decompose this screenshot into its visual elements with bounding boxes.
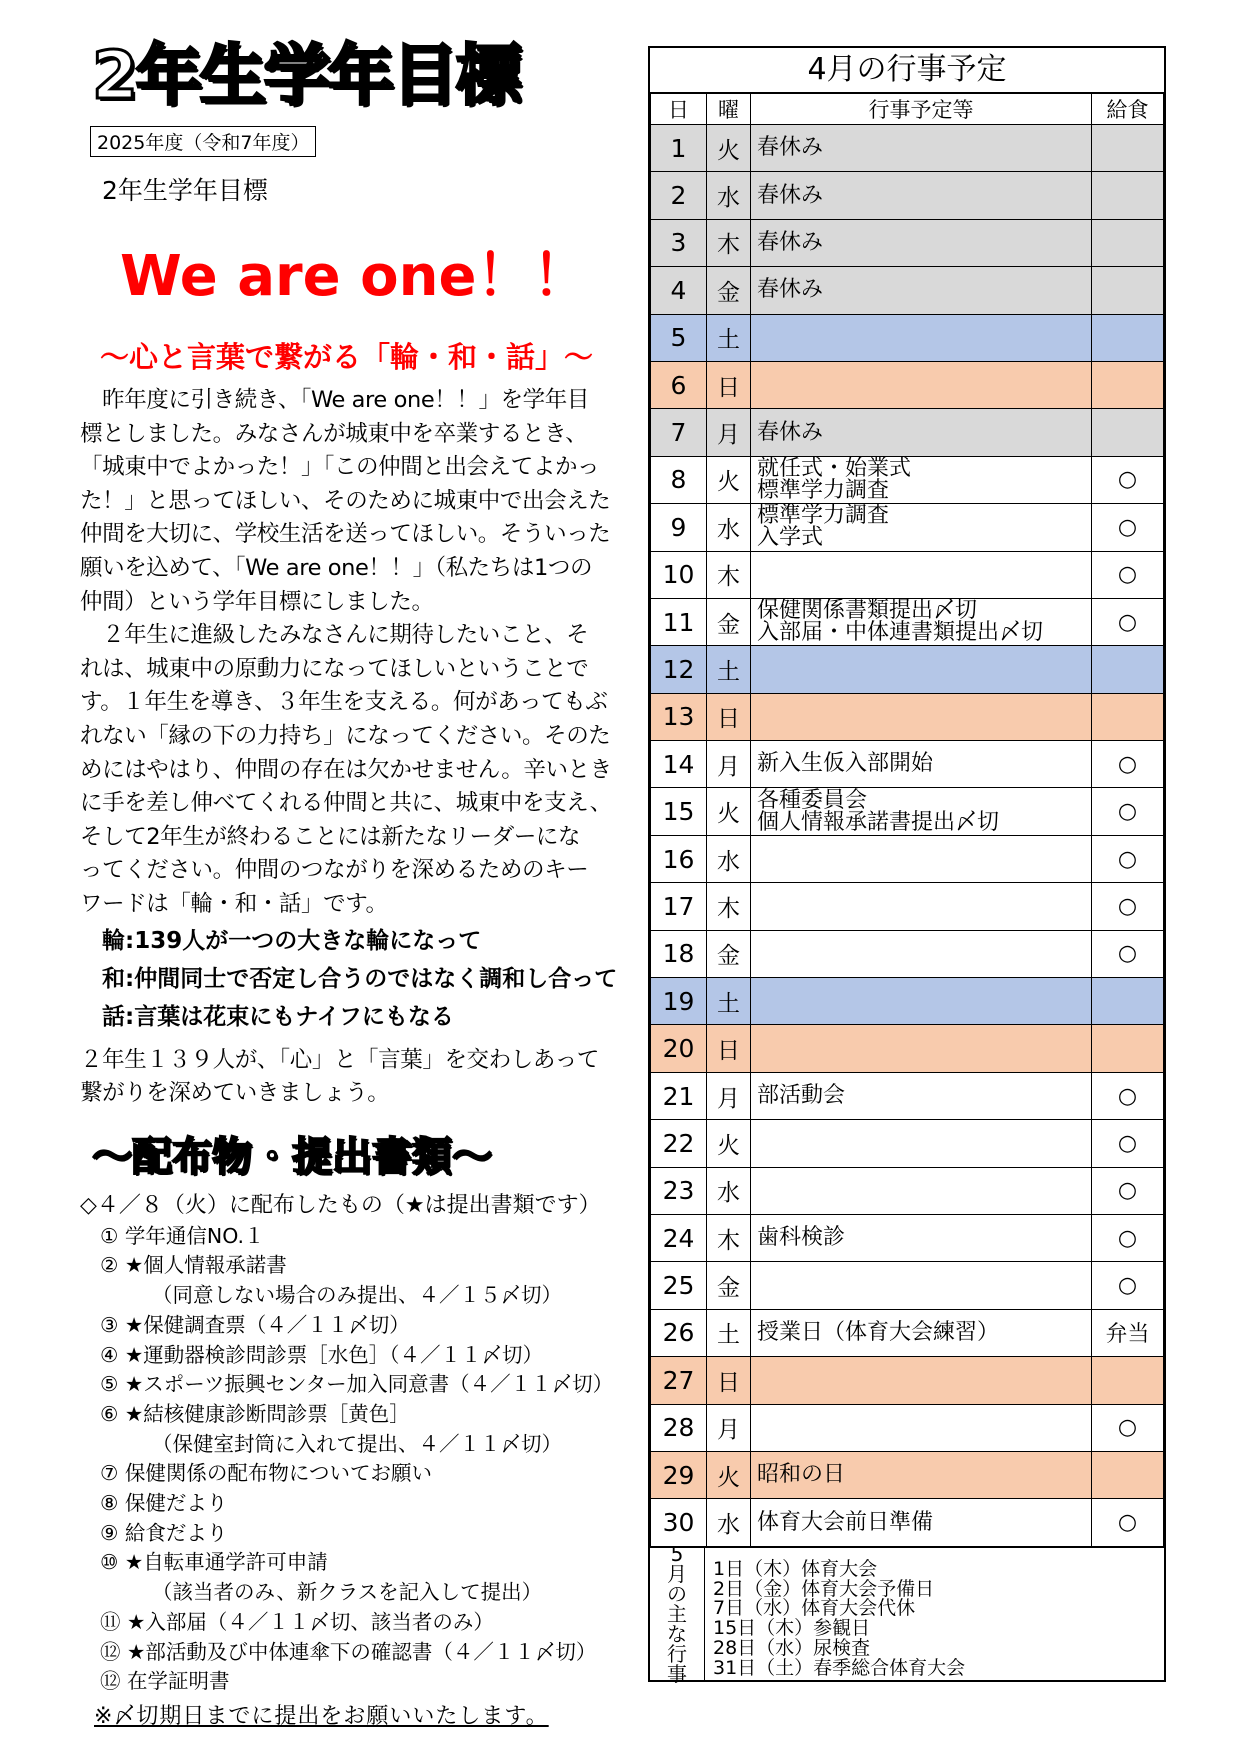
table-row — [651, 1214, 1164, 1261]
table-row — [651, 361, 1164, 408]
weekday-cell: 火 — [707, 788, 751, 835]
lunch-cell — [1092, 978, 1164, 1025]
calendar-table — [650, 93, 1164, 1547]
lunch-cell: ○ — [1092, 835, 1164, 882]
lunch-cell: ○ — [1092, 1120, 1164, 1167]
day-cell: 18 — [651, 930, 707, 977]
table-row — [651, 1025, 1164, 1072]
day-cell: 22 — [651, 1120, 707, 1167]
list-item: （該当者のみ、新クラスを記入して提出） — [152, 1580, 543, 1605]
list-item: （保健室封筒に入れて提出、４／１１〆切） — [152, 1431, 562, 1456]
fiscal-year-label: 2025年度（令和7年度） — [90, 126, 316, 157]
lunch-cell: ○ — [1092, 456, 1164, 503]
event-cell — [751, 267, 1092, 314]
event-cell — [751, 125, 1092, 172]
event-cell — [751, 693, 1092, 740]
day-cell: 9 — [651, 504, 707, 551]
list-item: ④ ★運動器検診問診票［水色］（４／１１〆切） — [100, 1342, 544, 1367]
label-char: 事 — [667, 1661, 687, 1686]
text-line: 「城東中でよかった！」「この仲間と出会えてよかっ — [80, 454, 600, 481]
weekday-cell: 日 — [707, 1357, 751, 1404]
weekday-cell: 火 — [707, 125, 751, 172]
lunch-cell: ○ — [1092, 1167, 1164, 1214]
lunch-cell: ○ — [1092, 1262, 1164, 1309]
table-row — [651, 314, 1164, 361]
event-cell — [751, 1451, 1092, 1498]
list-item: ⑤ ★スポーツ振興センター加入同意書（４／１１〆切） — [100, 1372, 614, 1397]
goal-subheading: 2年生学年目標 — [102, 176, 268, 205]
header-weekday: 曜 — [707, 94, 751, 125]
day-cell: 13 — [651, 693, 707, 740]
table-row — [651, 219, 1164, 266]
table-row — [651, 883, 1164, 930]
text-line: に手を差し伸べてくれる仲間と共に、城東中を支え、 — [80, 790, 612, 817]
text-line: 仲間を大切に、学校生活を送ってほしい。そういった — [80, 521, 611, 548]
lunch-cell — [1092, 409, 1164, 456]
lunch-cell: ○ — [1092, 598, 1164, 645]
list-item: ① 学年通信NO.１ — [100, 1223, 265, 1248]
day-cell: 24 — [651, 1214, 707, 1261]
may-event: 31日（土）春季総合体育大会 — [713, 1656, 966, 1679]
lunch-cell: ○ — [1092, 883, 1164, 930]
lunch-cell — [1092, 693, 1164, 740]
table-row — [651, 741, 1164, 788]
day-cell: 20 — [651, 1025, 707, 1072]
lunch-cell — [1092, 1025, 1164, 1072]
text-line: 昨年度に引き続き、「We are one！！」を学年目 — [80, 387, 589, 413]
day-cell: 21 — [651, 1072, 707, 1119]
weekday-cell: 月 — [707, 409, 751, 456]
lunch-cell — [1092, 1357, 1164, 1404]
weekday-cell: 木 — [707, 551, 751, 598]
label-char: 5 — [670, 1541, 684, 1566]
day-cell: 10 — [651, 551, 707, 598]
event-line: 歯科検診 — [757, 1225, 846, 1251]
event-line: 部活動会 — [757, 1083, 846, 1108]
day-cell: 7 — [651, 409, 707, 456]
day-cell: 4 — [651, 267, 707, 314]
day-cell: 28 — [651, 1404, 707, 1451]
event-cell — [751, 1262, 1092, 1309]
table-row — [651, 835, 1164, 882]
motto-subtitle: ～心と言葉で繋がる「輪・和・話」～ — [100, 340, 594, 374]
table-row — [651, 693, 1164, 740]
lunch-cell: ○ — [1092, 930, 1164, 977]
keyword-item: 和:仲間同士で否定し合うのではなく調和し合って — [102, 965, 618, 992]
lunch-cell: 弁当 — [1092, 1309, 1164, 1356]
table-row — [651, 1167, 1164, 1214]
event-line: 保健関係書類提出〆切 — [757, 598, 978, 624]
may-events-box — [650, 1541, 1164, 1686]
label-char: 行 — [667, 1641, 687, 1666]
distribution-heading: ◇４／８（火）に配布したもの（★は提出書類です） — [80, 1192, 601, 1218]
event-cell — [751, 219, 1092, 266]
list-item: ⑦ 保健関係の配布物についてお願い — [100, 1461, 432, 1486]
may-event: 7日（水）体育大会代休 — [713, 1597, 916, 1620]
day-cell: 26 — [651, 1309, 707, 1356]
weekday-cell: 月 — [707, 1404, 751, 1451]
table-row — [651, 125, 1164, 172]
section-title: ～配布物・提出書類～ — [92, 1133, 492, 1180]
event-cell — [751, 930, 1092, 977]
weekday-cell: 土 — [707, 314, 751, 361]
weekday-cell: 水 — [707, 1499, 751, 1546]
day-cell: 5 — [651, 314, 707, 361]
table-row — [651, 598, 1164, 645]
event-cell — [751, 598, 1092, 645]
text-line: れない「縁の下の力持ち」になってください。そのた — [80, 722, 611, 749]
text-line: そして2年生が終わることには新たなリーダーにな — [80, 823, 581, 850]
text-line: ってください。仲間のつながりを深めるためのキー — [80, 857, 589, 884]
deadline-note: ※〆切期日までに提出をお願いいたします。 — [94, 1703, 549, 1729]
event-line: 個人情報承諾書提出〆切 — [757, 809, 1000, 835]
table-row — [651, 172, 1164, 219]
day-cell: 12 — [651, 646, 707, 693]
day-cell: 16 — [651, 835, 707, 882]
page-title: 2年生学年目標 — [92, 37, 520, 114]
weekday-cell: 金 — [707, 930, 751, 977]
table-row — [651, 551, 1164, 598]
event-line: 春休み — [757, 135, 824, 161]
weekday-cell: 火 — [707, 456, 751, 503]
event-cell — [751, 172, 1092, 219]
day-cell: 2 — [651, 172, 707, 219]
calendar-title: 4月の行事予定 — [650, 48, 1164, 93]
table-row — [651, 1499, 1164, 1546]
text-line: ２年生に進級したみなさんに期待したいこと、そ — [80, 622, 589, 649]
table-row — [651, 978, 1164, 1025]
weekday-cell: 金 — [707, 598, 751, 645]
day-cell: 15 — [651, 788, 707, 835]
event-cell — [751, 551, 1092, 598]
may-event: 28日（水）尿検査 — [713, 1636, 871, 1659]
lunch-cell: ○ — [1092, 1499, 1164, 1546]
event-cell — [751, 456, 1092, 503]
weekday-cell: 木 — [707, 1214, 751, 1261]
list-item: ③ ★保健調査票（４／１１〆切） — [100, 1312, 410, 1337]
calendar-rows — [651, 125, 1164, 1547]
lunch-cell — [1092, 361, 1164, 408]
lunch-cell — [1092, 267, 1164, 314]
label-char: 主 — [667, 1601, 687, 1626]
weekday-cell: 日 — [707, 693, 751, 740]
day-cell: 1 — [651, 125, 707, 172]
table-row — [651, 1072, 1164, 1119]
text-line: た！」と思ってほしい、そのために城東中で出会えた — [80, 487, 611, 514]
lunch-cell: ○ — [1092, 788, 1164, 835]
day-cell: 19 — [651, 978, 707, 1025]
label-char: な — [667, 1621, 687, 1646]
event-cell — [751, 741, 1092, 788]
closing-text — [80, 1044, 640, 1111]
weekday-cell: 水 — [707, 1167, 751, 1214]
text-line: 願いを込めて、「We are one！！」（私たちは1つの — [80, 554, 593, 581]
event-cell — [751, 1499, 1092, 1546]
weekday-cell: 火 — [707, 1451, 751, 1498]
text-line: ２年生１３９人が、「心」と「言葉」を交わしあって — [80, 1046, 599, 1073]
event-line: 各種委員会 — [757, 787, 868, 813]
weekday-cell: 土 — [707, 978, 751, 1025]
event-cell — [751, 1072, 1092, 1119]
weekday-cell: 月 — [707, 1072, 751, 1119]
table-row — [651, 1357, 1164, 1404]
event-cell — [751, 314, 1092, 361]
may-event: 15日（木）参観日 — [713, 1617, 871, 1640]
event-cell — [751, 1357, 1092, 1404]
text-line: 標としました。みなさんが城東中を卒業するとき、 — [80, 420, 588, 447]
table-row — [651, 1309, 1164, 1356]
event-line: 就任式・始業式 — [757, 455, 912, 481]
weekday-cell: 金 — [707, 267, 751, 314]
event-line: 授業日（体育大会練習） — [757, 1319, 1000, 1345]
label-char: の — [667, 1581, 687, 1606]
event-line: 昭和の日 — [757, 1462, 846, 1488]
may-label — [650, 1541, 705, 1686]
table-row — [651, 1262, 1164, 1309]
day-cell: 25 — [651, 1262, 707, 1309]
event-line: 春休み — [757, 277, 824, 303]
may-event: 2日（金）体育大会予備日 — [713, 1577, 935, 1600]
header-day: 日 — [651, 94, 707, 125]
keyword-list — [80, 922, 640, 1036]
label-char: 月 — [667, 1561, 687, 1586]
event-cell — [751, 1167, 1092, 1214]
list-item: ⑩ ★自転車通学許可申請 — [100, 1550, 328, 1575]
header-event: 行事予定等 — [751, 94, 1092, 125]
event-line: 春休み — [757, 229, 824, 255]
day-cell: 3 — [651, 219, 707, 266]
event-cell — [751, 883, 1092, 930]
table-row — [651, 930, 1164, 977]
header-lunch: 給食 — [1092, 94, 1164, 125]
table-row — [651, 1451, 1164, 1498]
distribution-list — [100, 1222, 640, 1697]
event-cell — [751, 409, 1092, 456]
day-cell: 23 — [651, 1167, 707, 1214]
event-line: 標準学力調査 — [757, 503, 890, 529]
lunch-cell: ○ — [1092, 1404, 1164, 1451]
table-row — [651, 1120, 1164, 1167]
weekday-cell: 月 — [707, 741, 751, 788]
text-line: めにはやはり、仲間の存在は欠かせません。辛いとき — [80, 756, 612, 783]
table-row — [651, 504, 1164, 551]
text-line: ワードは「輪・和・話」です。 — [80, 890, 388, 917]
day-cell: 11 — [651, 598, 707, 645]
keyword-item: 輪:139人が一つの大きな輪になって — [102, 927, 482, 954]
weekday-cell: 日 — [707, 1025, 751, 1072]
event-cell — [751, 835, 1092, 882]
text-line: 繋がりを深めていきましょう。 — [80, 1080, 390, 1107]
motto: We are one！！ — [120, 244, 589, 309]
list-item: ⑪ ★入部届（４／１１〆切、該当者のみ） — [100, 1609, 494, 1634]
day-cell: 8 — [651, 456, 707, 503]
day-cell: 6 — [651, 361, 707, 408]
weekday-cell: 木 — [707, 883, 751, 930]
event-cell — [751, 646, 1092, 693]
event-line: 体育大会前日準備 — [757, 1509, 934, 1535]
lunch-cell — [1092, 172, 1164, 219]
list-item: ⑥ ★結核健康診断問診票［黄色］ — [100, 1401, 410, 1426]
event-cell — [751, 1214, 1092, 1261]
intro-text — [80, 384, 640, 922]
text-line: 仲間）という学年目標にしました。 — [80, 588, 434, 615]
day-cell: 27 — [651, 1357, 707, 1404]
table-row — [651, 646, 1164, 693]
list-item: ⑧ 保健だより — [100, 1491, 228, 1516]
weekday-cell: 水 — [707, 172, 751, 219]
event-line: 入部届・中体連書類提出〆切 — [757, 620, 1044, 646]
event-line: 新入生仮入部開始 — [757, 751, 934, 777]
day-cell: 29 — [651, 1451, 707, 1498]
table-row — [651, 1404, 1164, 1451]
list-item: （同意しない場合のみ提出、４／１５〆切） — [152, 1283, 562, 1308]
event-cell — [751, 1404, 1092, 1451]
event-cell — [751, 1120, 1092, 1167]
weekday-cell: 木 — [707, 219, 751, 266]
lunch-cell — [1092, 219, 1164, 266]
weekday-cell: 水 — [707, 504, 751, 551]
table-row — [651, 456, 1164, 503]
event-line: 標準学力調査 — [757, 477, 890, 503]
table-row — [651, 409, 1164, 456]
weekday-cell: 火 — [707, 1120, 751, 1167]
event-line: 春休み — [757, 419, 824, 445]
list-item: ⑨ 給食だより — [100, 1520, 228, 1545]
lunch-cell: ○ — [1092, 551, 1164, 598]
day-cell: 14 — [651, 741, 707, 788]
weekday-cell: 土 — [707, 1309, 751, 1356]
list-item: ⑫ ★部活動及び中体連傘下の確認書（４／１１〆切） — [100, 1639, 597, 1664]
event-cell — [751, 504, 1092, 551]
event-line: 春休み — [757, 182, 824, 208]
day-cell: 30 — [651, 1499, 707, 1546]
lunch-cell — [1092, 1451, 1164, 1498]
paragraph-2 — [80, 619, 640, 921]
day-cell: 17 — [651, 883, 707, 930]
weekday-cell: 日 — [707, 361, 751, 408]
may-event-list — [705, 1548, 965, 1680]
keyword-item: 話:言葉は花束にもナイフにもなる — [102, 1003, 454, 1030]
paragraph-1 — [80, 384, 640, 619]
event-line: 入学式 — [757, 525, 824, 551]
weekday-cell: 金 — [707, 1262, 751, 1309]
event-cell — [751, 1025, 1092, 1072]
event-cell — [751, 361, 1092, 408]
weekday-cell: 土 — [707, 646, 751, 693]
lunch-cell: ○ — [1092, 741, 1164, 788]
event-cell — [751, 788, 1092, 835]
may-event: 1日（木）体育大会 — [713, 1557, 878, 1580]
lunch-cell — [1092, 646, 1164, 693]
table-row — [651, 267, 1164, 314]
list-item: ② ★個人情報承諾書 — [100, 1253, 287, 1278]
text-line: れは、城東中の原動力になってほしいということで — [80, 655, 589, 682]
april-calendar — [648, 46, 1166, 1686]
text-line: す。１年生を導き、３年生を支える。何があってもぶ — [80, 689, 608, 716]
table-row — [651, 788, 1164, 835]
lunch-cell: ○ — [1092, 504, 1164, 551]
event-cell — [751, 978, 1092, 1025]
lunch-cell: ○ — [1092, 1072, 1164, 1119]
left-column — [80, 37, 640, 1730]
list-item: ⑫ 在学証明書 — [100, 1669, 230, 1694]
lunch-cell — [1092, 314, 1164, 361]
lunch-cell: ○ — [1092, 1214, 1164, 1261]
lunch-cell — [1092, 125, 1164, 172]
weekday-cell: 水 — [707, 835, 751, 882]
event-cell — [751, 1309, 1092, 1356]
